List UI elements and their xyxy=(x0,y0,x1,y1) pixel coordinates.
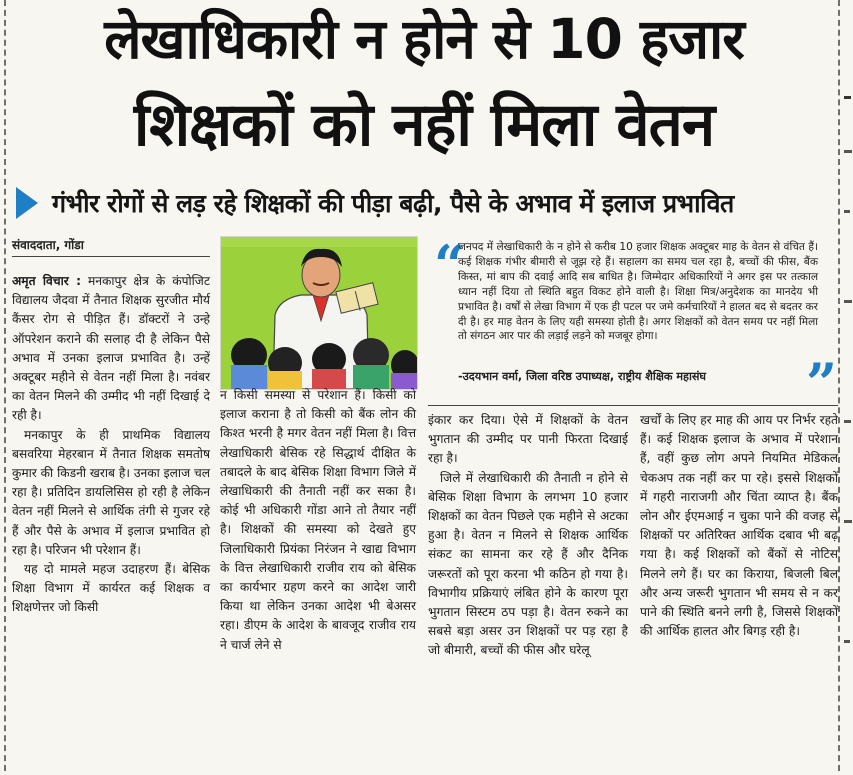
left-column-rule xyxy=(4,0,6,771)
quote-open-icon: “ xyxy=(434,233,466,297)
column-2-paragraph: न किसी समस्या से परेशान हैं। किसी को इलाज कराना है तो किसी को बैंक लोन की किश्त भरनी है मगर वेतन नहीं मिला है। वित्त लेखाधिकारी बेसिक रहे सिद्धार्थ दीक्षित के तबादले के बाद बेसिक शिक्षा विभाग जिले में लेखाधिकारी की तैनाती नहीं कर सका है। कोई भी अधिकारी गोंडा आने तो तैयार नहीं है। शिक्षकों की समस्या को देखते हुए जिलाधिकारी प्रियंका निरंजन ने खाद्य विभाग के वित्त लेखाधिकारी राजीव राय को बेसिक का कार्यभार ग्रहण करने का आदेश जारी किया था लेकिन उनका आदेश भी बेअसर रहा। डीएम के आदेश के बावजूद राजीव राय ने चार्ज लेने से xyxy=(220,388,416,652)
column-4-paragraph: खर्चों के लिए हर माह की आय पर निर्भर रहते हैं। कई शिक्षक इलाज के अभाव में परेशान हैं, वहीं कुछ लोग अपने नियमित मेडिकल चेकअप तक नहीं कर पा रहे। इससे शिक्षकों में गहरी नाराजगी और चिंता व्याप्त है। बैंक लोन और ईएमआई न चुका पाने की वजह से शिक्षकों पर अतिरिक्त आर्थिक दबाव भी बढ़ गया है। कई शिक्षकों को बैंकों से नोटिस मिलने लगे हैं। घर का किराया, बिजली बिल और अन्य जरूरी भुगतान भी समय से न कर पाने की स्थिति बनने लगी है, जिससे शिक्षकों की आर्थिक हालत और बिगड़ रही है। xyxy=(640,413,838,639)
byline-divider xyxy=(12,256,210,257)
teacher-illustration-art xyxy=(221,237,417,389)
column-1-text-1: मनकापुर क्षेत्र के कंपोजिट विद्यालय जैदवा में तैनात शिक्षक सुरजीत मौर्य कैंसर रोग से पीड़ित हैं। डॉक्टरों ने उन्हे ऑपरेशन कराने की सलाह दी है लेकिन पैसे अभाव में उनका इलाज प्रभावित है। उन्हें अक्टूबर महीने से वेतन नहीं मिला है। नवंबर का वेतन मिलने की उम्मीद भी नहीं दिखाई दे रही है। xyxy=(12,274,210,423)
headline-line-2: शिक्षकों को नहीं मिला वेतन xyxy=(133,90,715,160)
column-1-paragraph-3: यह दो मामले महज उदाहरण हैं। बेसिक शिक्षा विभाग में कार्यरत कई शिक्षक व शिक्षणेत्तर जो किसी xyxy=(12,562,210,615)
subheadline-text: गंभीर रोगों से लड़ रहे शिक्षकों की पीड़ा बढ़ी, पैसे के अभाव में इलाज प्रभावित xyxy=(52,189,734,218)
adjacent-page-fragments xyxy=(840,0,853,771)
byline: संवाददाता, गोंडा xyxy=(12,238,84,252)
article-column-4 xyxy=(640,411,838,641)
dateline-lead: अमृत विचार : xyxy=(12,274,81,288)
play-arrow-icon xyxy=(16,187,38,219)
article-column-1 xyxy=(12,272,210,618)
pull-quote xyxy=(428,233,838,415)
article-column-2 xyxy=(220,386,416,655)
pull-quote-text: जनपद में लेखाधिकारी के न होने से करीब 10 हजार शिक्षक अक्टूबर माह के वेतन से वंचित हैं। कई शिक्षक गंभीर बीमारी से जूझ रहे हैं। सहालग का समय चल रहा है, बच्चों की फीस, बैंक किस्त, मां बाप की दवाई आदि सब बाधित है। जिम्मेदार अधिकारियों ने अगर इस पर तत्काल ध्यान नहीं दिया तो स्थिति बहुत विकट होने वाली है। शिक्षा मित्र/अनुदेशक का मानदेय भी प्रभावित है। वर्षों से लेखा विभाग में एक ही पटल पर जमे कर्मचारियों ने हालत बद से बदतर कर दी है। हर माह वेतन के लिए यही समस्या होती है। अगर शिक्षकों को वेतन समय पर नहीं मिला तो संगठन आर पार की लड़ाई लड़ने को मजबूर होगा। xyxy=(458,241,818,343)
headline xyxy=(10,0,838,172)
column-3-paragraph-2: जिले में लेखाधिकारी की तैनाती न होने से बेसिक शिक्षा विभाग के लगभग 10 हजार शिक्षकों का वेतन पिछले एक महीने से अटका हुआ है। वेतन न मिलने से शिक्षक आर्थिक संकट का सामना कर रहे हैं और दैनिक जरूरतों को पूरा करना भी कठिन हो गया है। विभागीय प्रक्रियाएं लंबित होने के कारण पूरा भुगतान सिस्टम ठप पड़ा है। वेतन रुकने का सबसे बड़ा असर उन शिक्षकों पर पड़ रहा है जो बीमारी, बच्चों की फीस और घरेलू xyxy=(428,470,628,658)
pull-quote-divider xyxy=(428,405,838,406)
subheadline xyxy=(10,179,838,227)
quote-close-icon: ” xyxy=(806,351,838,415)
article-column-3 xyxy=(428,411,628,661)
column-3-paragraph-1: इंकार कर दिया। ऐसे में शिक्षकों के वेतन भुगतान की उम्मीद पर पानी फिरता दिखाई रहा है। xyxy=(428,413,628,466)
column-1-paragraph-1 xyxy=(12,272,210,426)
pull-quote-attribution: -उदयभान वर्मा, जिला वरिष्ठ उपाध्यक्ष, राष्ट्रीय शैक्षिक महासंघ xyxy=(458,370,707,383)
headline-line-1: लेखाधिकारी न होने से 10 हजार xyxy=(104,7,744,71)
column-1-paragraph-2: मनकापुर के ही प्राथमिक विद्यालय बसवरिया मेहरबान में तैनात शिक्षक समतोष कुमार की किडनी खराब है। उनका इलाज चल रहा है। प्रतिदिन डायलिसिस हो रही है लेकिन वेतन नहीं मिलने से आर्थिक तंगी से गुजर रहे हैं और पैसे के अभाव में इलाज प्रभावित हो रहा है। परिजन भी परेशान हैं। xyxy=(12,427,210,557)
adjacent-page-strip xyxy=(840,0,853,771)
teacher-classroom-illustration xyxy=(220,236,418,390)
